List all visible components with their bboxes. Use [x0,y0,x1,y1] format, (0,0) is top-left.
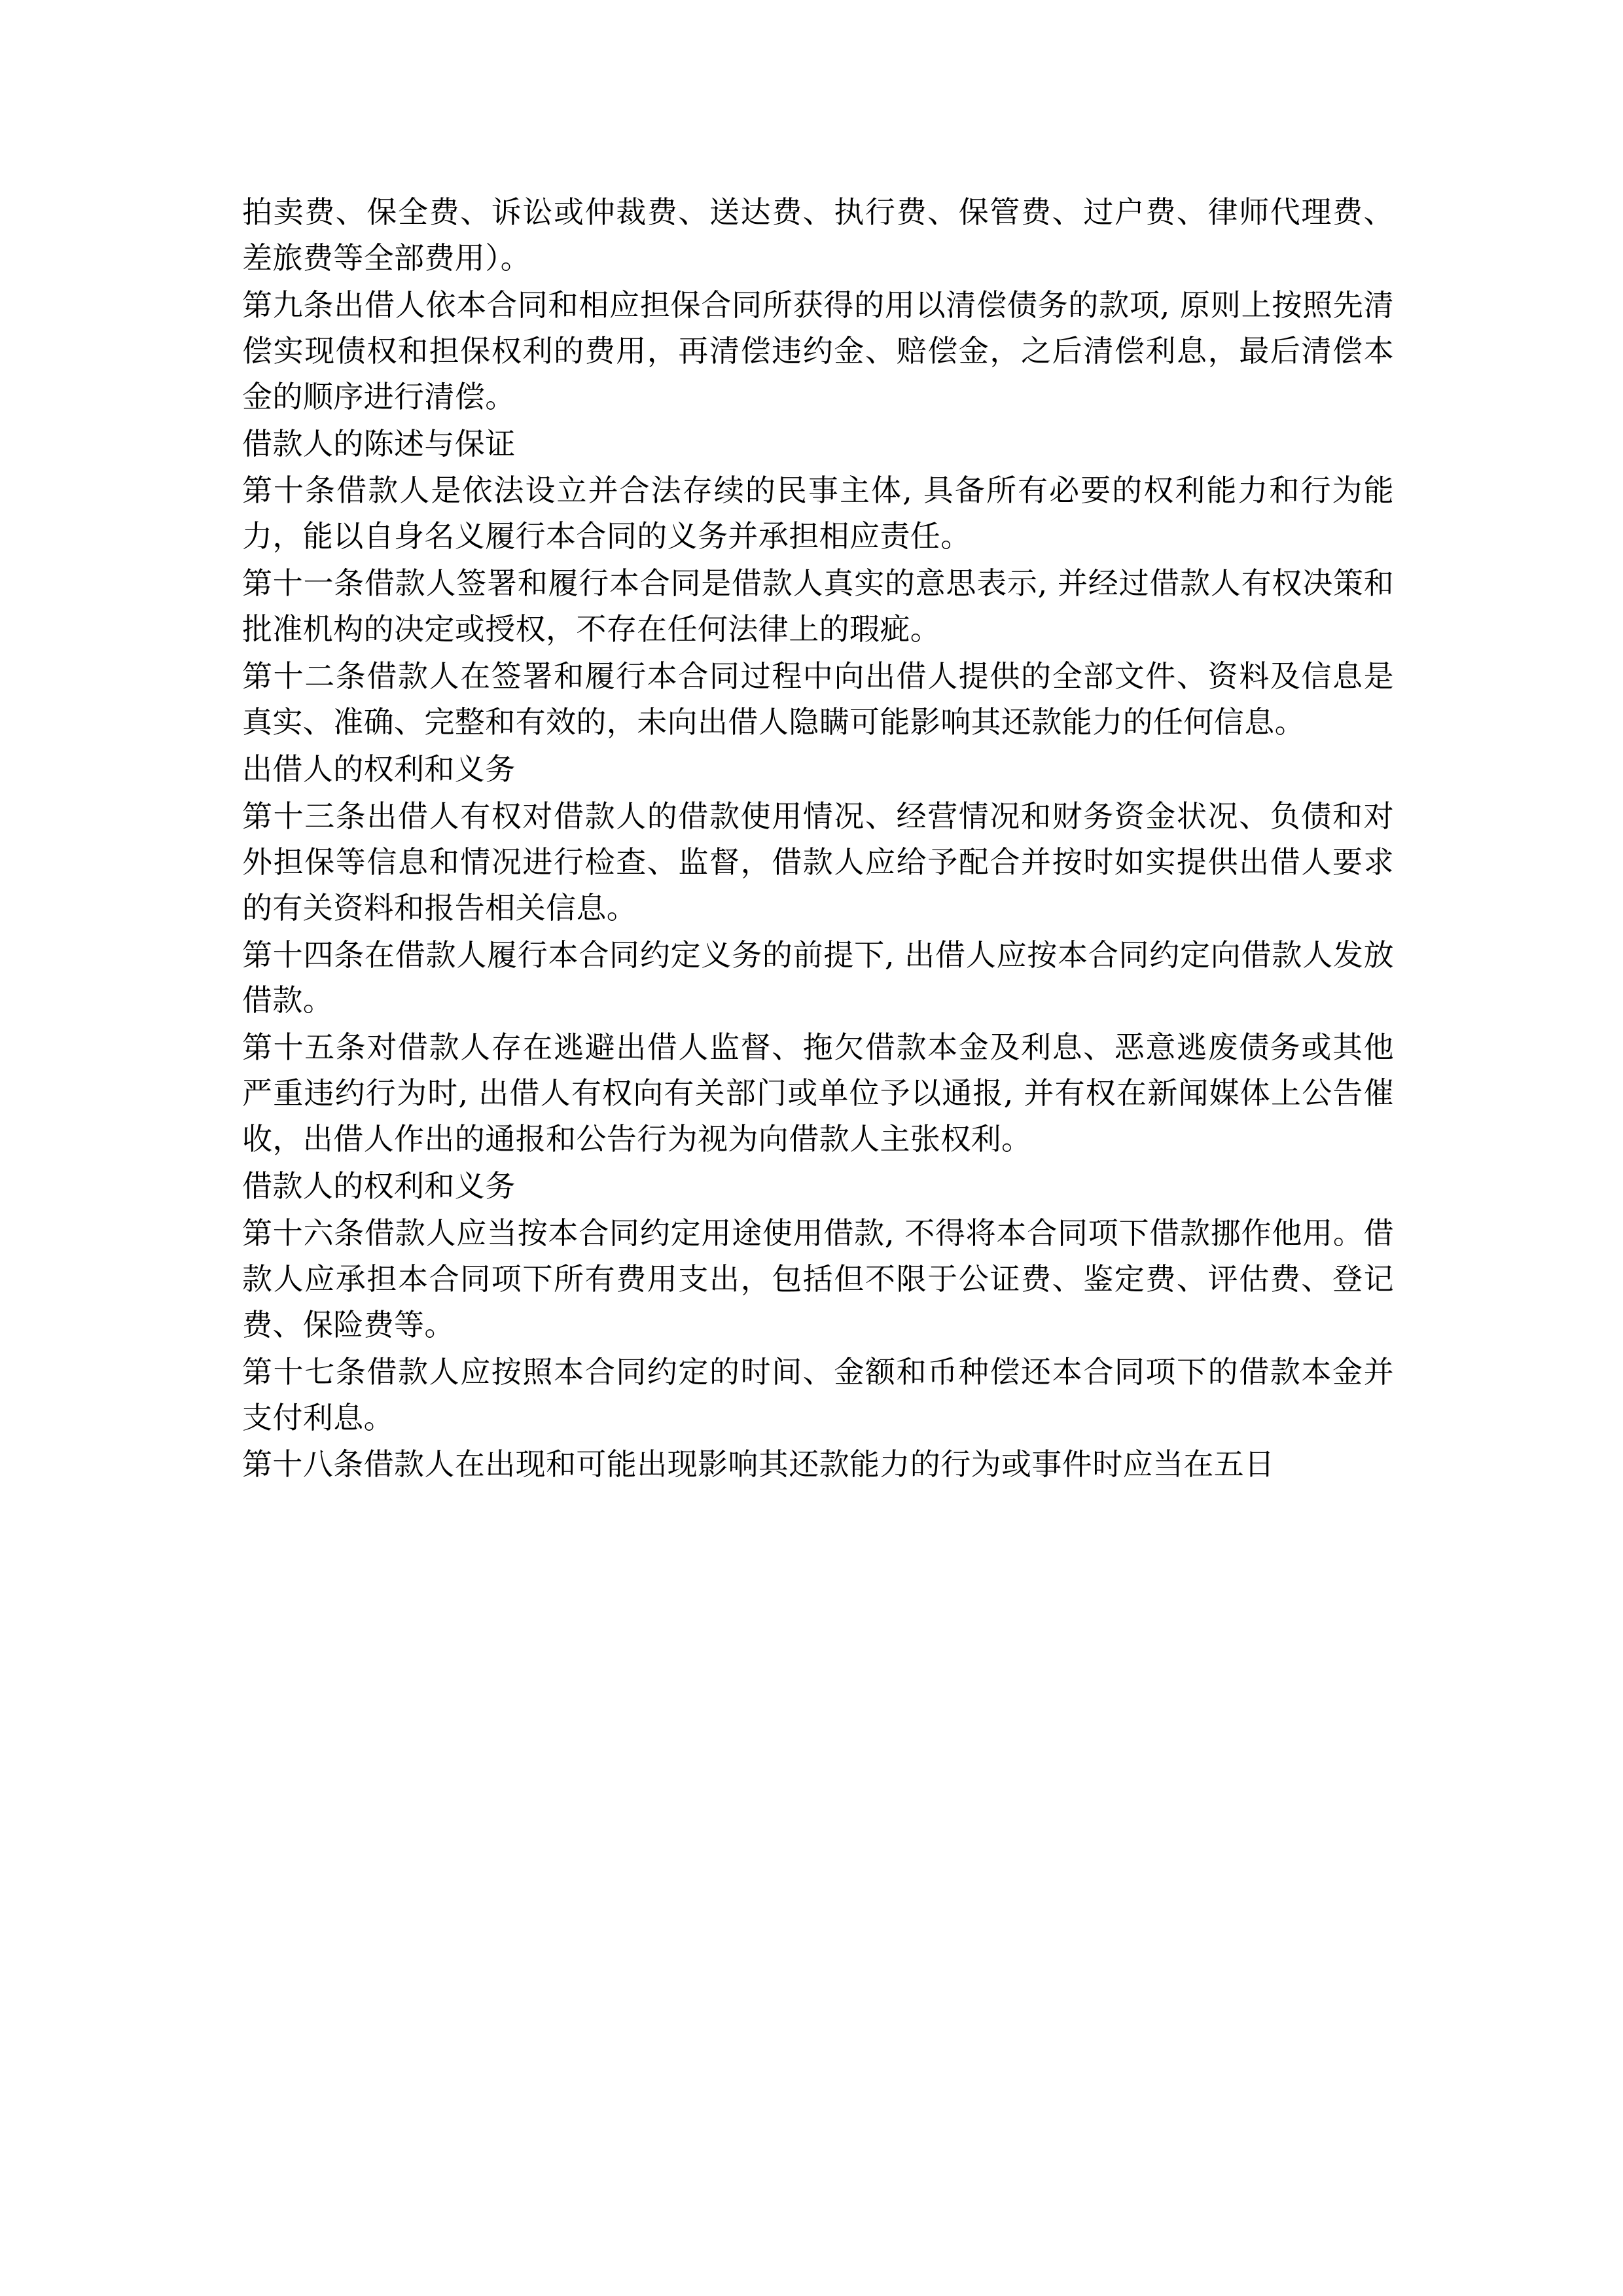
paragraph-fees-continuation: 拍卖费、保全费、诉讼或仲裁费、送达费、执行费、保管费、过户费、律师代理费、差旅费等全部费用）。 [242,194,1394,276]
paragraph-article-17: 第十七条借款人应按照本合同约定的时间、金额和币种偿还本合同项下的借款本金并支付利息。 [242,1354,1394,1435]
heading-borrower-statement: 借款人的陈述与保证 [242,425,516,461]
paragraph-article-9: 第九条出借人依本合同和相应担保合同所获得的用以清偿债务的款项, 原则上按照先清偿实现债权和担保权利的费用，再清偿违约金、赔偿金，之后清偿利息，最后清偿本金的顺序进行清偿。 [242,287,1394,414]
heading-borrower-rights: 借款人的权利和义务 [242,1168,516,1204]
paragraph-article-12: 第十二条借款人在签署和履行本合同过程中向出借人提供的全部文件、资料及信息是真实、准确、完整和有效的，未向出借人隐瞒可能影响其还款能力的任何信息。 [242,658,1394,740]
document-body [242,190,1394,1489]
paragraph-article-16: 第十六条借款人应当按本合同约定用途使用借款, 不得将本合同项下借款挪作他用。借款人应承担本合同项下所有费用支出，包括但不限于公证费、鉴定费、评估费、登记费、保险费等。 [242,1215,1394,1342]
paragraph-article-15: 第十五条对借款人存在逃避出借人监督、拖欠借款本金及利息、恶意逃废债务或其他严重违约行为时, 出借人有权向有关部门或单位予以通报, 并有权在新闻媒体上公告催收，出借人作出的通报和公告行为视为向借款人主张权利。 [242,1030,1394,1157]
paragraph-article-14: 第十四条在借款人履行本合同约定义务的前提下, 出借人应按本合同约定向借款人发放借款。 [242,937,1394,1018]
paragraph-article-11: 第十一条借款人签署和履行本合同是借款人真实的意思表示, 并经过借款人有权决策和批准机构的决定或授权，不存在任何法律上的瑕疵。 [242,565,1394,647]
heading-lender-rights: 出借人的权利和义务 [242,751,516,787]
paragraph-article-10: 第十条借款人是依法设立并合法存续的民事主体, 具备所有必要的权利能力和行为能力，能以自身名义履行本合同的义务并承担相应责任。 [242,473,1394,554]
paragraph-article-13: 第十三条出借人有权对借款人的借款使用情况、经营情况和财务资金状况、负债和对外担保等信息和情况进行检查、监督，借款人应给予配合并按时如实提供出借人要求的有关资料和报告相关信息。 [242,798,1394,925]
paragraph-article-18: 第十八条借款人在出现和可能出现影响其还款能力的行为或事件时应当在五日 [242,1446,1275,1482]
